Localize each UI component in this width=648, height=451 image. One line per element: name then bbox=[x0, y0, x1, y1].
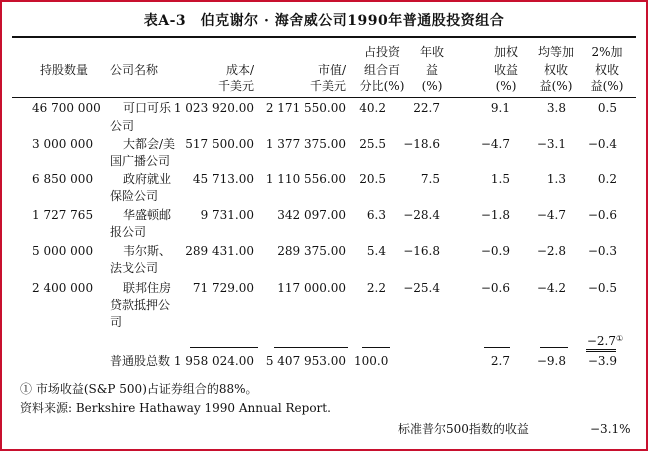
table-row-shares: 5 000 000 bbox=[32, 244, 94, 258]
total-underline bbox=[484, 347, 510, 348]
table-row-cost: 289 431.00 bbox=[185, 244, 254, 258]
table-row-pct: 40.2 bbox=[359, 101, 386, 115]
table-row-company: 政府就业 bbox=[123, 172, 172, 186]
table-row-company-cont: 报公司 bbox=[110, 225, 147, 239]
total-weighted: 2.7 bbox=[490, 354, 510, 368]
table-row-two-pct: 0.2 bbox=[597, 172, 617, 186]
table-row-company: 可口可乐 bbox=[123, 101, 172, 115]
table-row-company-cont: 公司 bbox=[110, 119, 135, 133]
subtotal-two-pct: −2.7 bbox=[586, 333, 616, 352]
total-pct: 100.0 bbox=[354, 354, 389, 368]
table-row-two-pct: −0.6 bbox=[587, 208, 617, 222]
header-rule bbox=[12, 97, 636, 98]
table-row-company: 韦尔斯、 bbox=[123, 244, 172, 258]
header-company: 公司名称 bbox=[110, 63, 159, 77]
header-eqw-l1: 均等加 bbox=[537, 45, 574, 59]
table-row-market-value: 289 375.00 bbox=[277, 244, 346, 258]
table-row-company-cont: 司 bbox=[110, 315, 123, 329]
table-row-company-cont: 贷款抵押公 bbox=[110, 298, 171, 312]
table-row-pct: 20.5 bbox=[359, 172, 386, 186]
sp500-label: 标准普尔500指数的收益 bbox=[398, 422, 529, 436]
table-row-equal-weighted: 3.8 bbox=[546, 101, 566, 115]
table-row-cost: 1 023 920.00 bbox=[173, 101, 254, 115]
header-wret-l2: 收益 bbox=[493, 63, 518, 77]
table-row-equal-weighted: −4.7 bbox=[536, 208, 566, 222]
total-market-value: 5 407 953.00 bbox=[265, 354, 346, 368]
table-row-company-cont: 国广播公司 bbox=[110, 154, 171, 168]
table-row-weighted: −0.9 bbox=[480, 244, 510, 258]
table-row-shares: 2 400 000 bbox=[32, 281, 94, 295]
table-row-company-cont: 保险公司 bbox=[110, 189, 159, 203]
table-row-return: −16.8 bbox=[403, 244, 440, 258]
table-row-pct: 5.4 bbox=[366, 244, 386, 258]
header-twopct-l2: 权收 bbox=[594, 63, 619, 77]
table-row-company: 联邦住房 bbox=[123, 281, 172, 295]
header-ret-l2: 益 bbox=[425, 63, 438, 77]
header-shares: 持股数量 bbox=[40, 63, 89, 77]
table-row-return: −28.4 bbox=[403, 208, 440, 222]
table-row-return: 22.7 bbox=[413, 101, 440, 115]
header-cost-l1: 成本/ bbox=[225, 63, 254, 77]
header-eqw-l3: 益(%) bbox=[539, 79, 573, 93]
total-label: 普通股总数 bbox=[110, 354, 171, 368]
header-ret-l1: 年收 bbox=[419, 45, 444, 59]
table-row-pct: 25.5 bbox=[359, 137, 386, 151]
header-pct-l3: 分比(%) bbox=[359, 79, 405, 93]
total-underline bbox=[362, 347, 390, 348]
header-ret-l3: (%) bbox=[421, 79, 443, 93]
sp500-value: −3.1% bbox=[590, 422, 631, 436]
table-row-market-value: 117 000.00 bbox=[277, 281, 346, 295]
table-row-two-pct: −0.3 bbox=[587, 244, 617, 258]
footnote: ① 市场收益(S&P 500)占证券组合的88%。 bbox=[20, 382, 258, 396]
table-row-cost: 71 729.00 bbox=[192, 281, 254, 295]
total-two-pct: −3.9 bbox=[587, 354, 617, 368]
header-wret-l3: (%) bbox=[495, 79, 517, 93]
table-row-cost: 45 713.00 bbox=[192, 172, 254, 186]
table-row-market-value: 342 097.00 bbox=[277, 208, 346, 222]
top-rule bbox=[12, 36, 636, 38]
table-row-two-pct: 0.5 bbox=[597, 101, 617, 115]
table-row-equal-weighted: −4.2 bbox=[536, 281, 566, 295]
table-row-company: 大都会/美 bbox=[123, 137, 176, 151]
header-wret-l1: 加权 bbox=[493, 45, 518, 59]
header-pct-l2: 组合百 bbox=[363, 63, 400, 77]
table-row-weighted: −1.8 bbox=[480, 208, 510, 222]
table-row-weighted: 9.1 bbox=[490, 101, 510, 115]
table-title: 表A-3 伯克谢尔 · 海舍威公司1990年普通股投资组合 bbox=[143, 13, 505, 29]
table-row-cost: 517 500.00 bbox=[185, 137, 254, 151]
table-row-weighted: 1.5 bbox=[490, 172, 510, 186]
total-underline bbox=[540, 347, 568, 348]
header-eqw-l2: 权收 bbox=[543, 63, 568, 77]
table-row-return: 7.5 bbox=[420, 172, 440, 186]
table-row-company: 华盛顿邮 bbox=[123, 208, 172, 222]
table-row-equal-weighted: 1.3 bbox=[546, 172, 566, 186]
table-row-equal-weighted: −3.1 bbox=[536, 137, 566, 151]
table-row-shares: 6 850 000 bbox=[32, 172, 94, 186]
table-row-equal-weighted: −2.8 bbox=[536, 244, 566, 258]
table-row-return: −18.6 bbox=[403, 137, 440, 151]
table-row-shares: 46 700 000 bbox=[32, 101, 101, 115]
table-row-cost: 9 731.00 bbox=[200, 208, 254, 222]
table-row-market-value: 1 377 375.00 bbox=[265, 137, 346, 151]
table-row-two-pct: −0.4 bbox=[587, 137, 617, 151]
header-mv-l2: 千美元 bbox=[309, 79, 346, 93]
header-pct-l1: 占投资 bbox=[363, 45, 400, 59]
table-row-two-pct: −0.5 bbox=[587, 281, 617, 295]
total-cost: 1 958 024.00 bbox=[173, 354, 254, 368]
header-mv-l1: 市值/ bbox=[317, 63, 346, 77]
table-row-pct: 2.2 bbox=[366, 281, 386, 295]
table-row-company-cont: 法戈公司 bbox=[110, 261, 159, 275]
table-row-market-value: 1 110 556.00 bbox=[265, 172, 346, 186]
table-row-weighted: −0.6 bbox=[480, 281, 510, 295]
total-equal-weighted: −9.8 bbox=[536, 354, 566, 368]
table-row-weighted: −4.7 bbox=[480, 137, 510, 151]
table-row-market-value: 2 171 550.00 bbox=[265, 101, 346, 115]
header-cost-l2: 千美元 bbox=[217, 79, 254, 93]
source-note: 资料来源: Berkshire Hathaway 1990 Annual Report. bbox=[20, 401, 331, 415]
table-row-shares: 3 000 000 bbox=[32, 137, 94, 151]
total-underline bbox=[274, 347, 348, 348]
header-twopct-l3: 益(%) bbox=[590, 79, 624, 93]
header-twopct-l1: 2%加 bbox=[591, 45, 623, 59]
total-underline bbox=[190, 347, 258, 348]
table-row-return: −25.4 bbox=[403, 281, 440, 295]
table-row-pct: 6.3 bbox=[366, 208, 386, 222]
table-row-shares: 1 727 765 bbox=[32, 208, 94, 222]
